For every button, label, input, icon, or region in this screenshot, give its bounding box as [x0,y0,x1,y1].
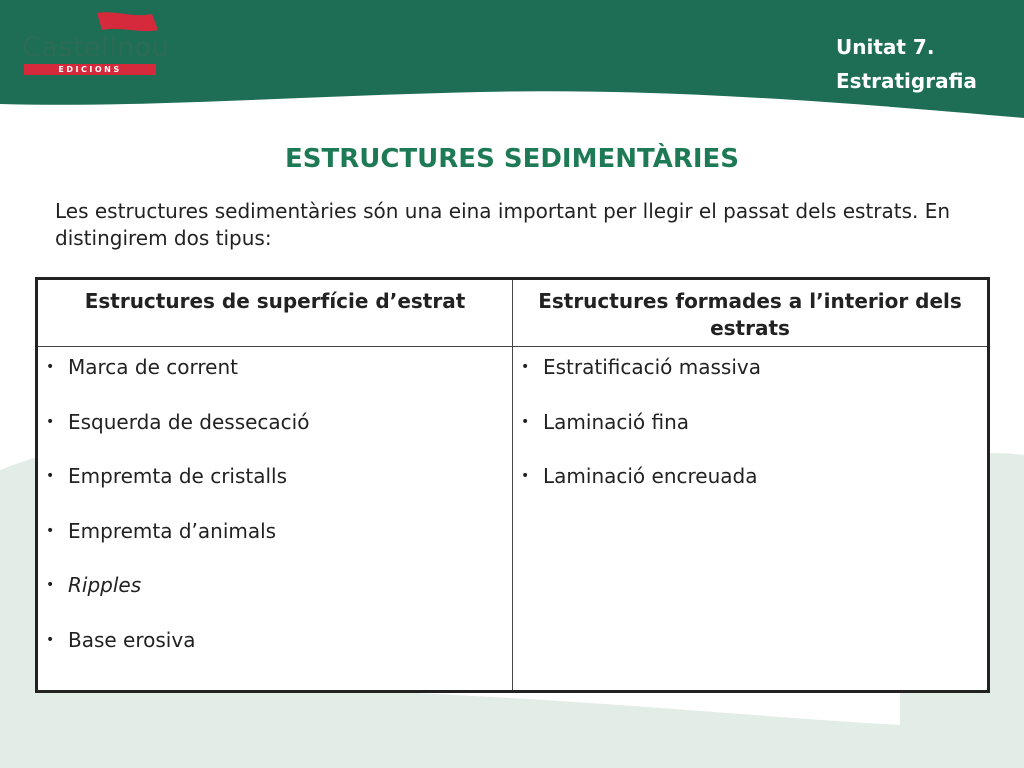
header-surface-structures: Estructures de superfície d’estrat [37,279,513,347]
list-item: • Estratificació massiva [521,355,761,379]
interior-structures-cell [513,347,989,692]
list-item: • Base erosiva [46,627,196,652]
unit-label [836,30,977,98]
list-item: • Empremta de cristalls [46,464,288,489]
unit-number: Unitat 7. [836,35,935,59]
list-item: • Marca de corrent [46,355,238,379]
unit-topic: Estratigrafia [836,69,977,93]
list-item: • Laminació fina [521,409,690,434]
logo-wordmark: Castellnou [22,32,170,63]
logo-subtitle: EDICIONS [24,64,156,75]
slide-title: ESTRUCTURES SEDIMENTÀRIES [285,144,739,174]
list-item: • Ripples [46,573,142,598]
table-header-row [37,279,989,347]
bullet-icon: • [521,468,530,485]
bullet-icon: • [46,359,55,375]
header-interior-structures: Estructures formades a l’interior dels estrats [513,279,989,347]
bullet-icon: • [521,359,530,375]
list-item: • Laminació encreuada [521,464,758,489]
castellnou-logo [22,10,170,78]
surface-structures-list [46,355,512,683]
bullet-icon: • [521,413,530,430]
bullet-icon: • [46,468,55,485]
intro-paragraph: Les estructures sedimentàries són una eina important per llegir el passat dels estrats. En distingirem dos tipus: [55,199,951,250]
bullet-icon: • [46,577,55,594]
list-item: • Empremta d’animals [46,518,277,543]
bullet-icon: • [46,522,55,539]
surface-structures-cell [37,347,513,692]
structures-table [35,277,990,693]
bullet-icon: • [46,631,55,648]
table-body-row [37,347,989,692]
bullet-icon: • [46,413,55,430]
interior-structures-list [521,355,987,519]
list-item: • Esquerda de dessecació [46,409,310,434]
